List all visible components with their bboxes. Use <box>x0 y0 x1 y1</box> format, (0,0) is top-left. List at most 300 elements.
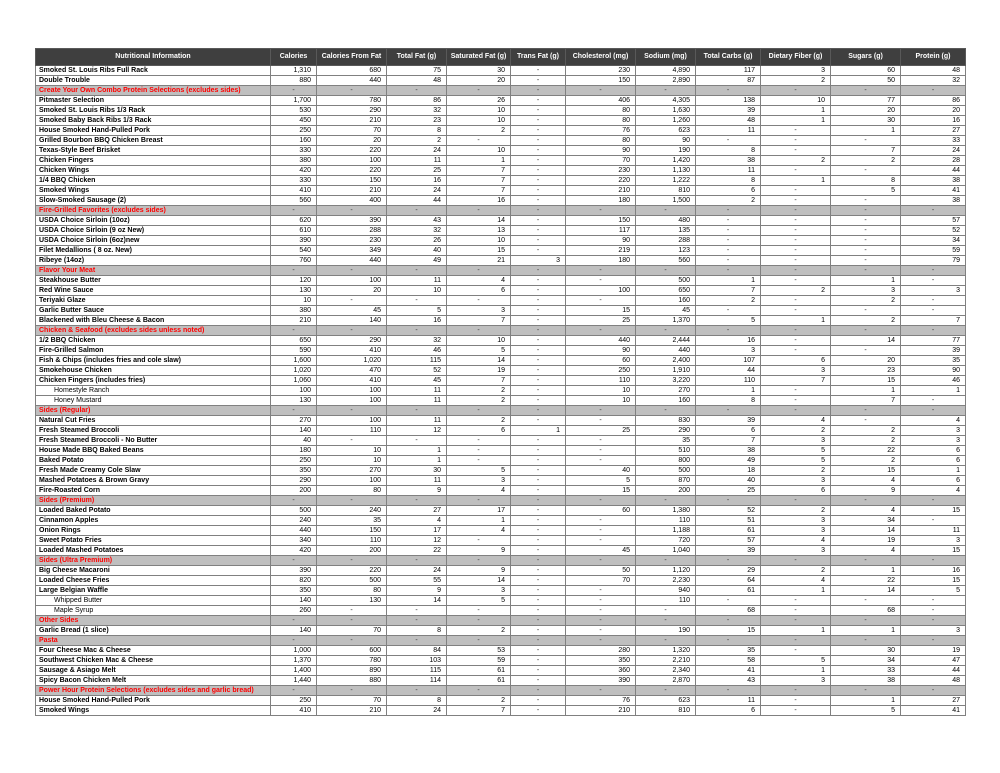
value-cell: 11 <box>387 476 447 486</box>
value-cell: 80 <box>566 106 636 116</box>
item-name: Fresh Steamed Broccoli - No Butter <box>36 436 271 446</box>
value-cell: 30 <box>387 466 447 476</box>
section-row <box>36 326 966 336</box>
value-cell: - <box>761 396 831 406</box>
value-cell: 2,230 <box>636 576 696 586</box>
value-cell: 19 <box>901 646 966 656</box>
value-cell: - <box>511 496 566 506</box>
item-name: Fire-Grilled Salmon <box>36 346 271 356</box>
value-cell: - <box>831 136 901 146</box>
value-cell: 3 <box>761 476 831 486</box>
value-cell: 1,910 <box>636 366 696 376</box>
value-cell: 24 <box>387 146 447 156</box>
value-cell: - <box>511 476 566 486</box>
table-row <box>36 236 966 246</box>
value-cell: 1 <box>387 456 447 466</box>
table-row <box>36 476 966 486</box>
value-cell: - <box>387 296 447 306</box>
table-row <box>36 346 966 356</box>
value-cell: 3 <box>511 256 566 266</box>
value-cell: 180 <box>271 446 317 456</box>
value-cell: - <box>511 416 566 426</box>
value-cell: 3 <box>696 346 761 356</box>
value-cell: 11 <box>901 526 966 536</box>
value-cell: 190 <box>636 146 696 156</box>
value-cell: 60 <box>566 356 636 366</box>
value-cell: 150 <box>566 216 636 226</box>
value-cell: 8 <box>387 696 447 706</box>
value-cell: 32 <box>901 76 966 86</box>
value-cell: - <box>761 496 831 506</box>
value-cell: 2,210 <box>636 656 696 666</box>
value-cell: 64 <box>696 576 761 586</box>
value-cell: 3 <box>901 626 966 636</box>
item-name: Texas-Style Beef Brisket <box>36 146 271 156</box>
value-cell: 41 <box>901 706 966 716</box>
value-cell: 150 <box>317 176 387 186</box>
table-row <box>36 596 966 606</box>
value-cell: 210 <box>271 316 317 326</box>
table-row <box>36 246 966 256</box>
value-cell: - <box>511 76 566 86</box>
value-cell: - <box>511 646 566 656</box>
value-cell: - <box>566 526 636 536</box>
value-cell: 103 <box>387 656 447 666</box>
value-cell: - <box>387 436 447 446</box>
value-cell: - <box>566 276 636 286</box>
value-cell: - <box>636 326 696 336</box>
value-cell: 100 <box>317 156 387 166</box>
value-cell: - <box>831 236 901 246</box>
table-row <box>36 416 966 426</box>
value-cell: - <box>831 166 901 176</box>
value-cell: 560 <box>271 196 317 206</box>
value-cell: 48 <box>387 76 447 86</box>
value-cell: 160 <box>636 396 696 406</box>
table-body <box>36 66 966 716</box>
value-cell: 53 <box>447 646 511 656</box>
value-cell: 2,870 <box>636 676 696 686</box>
value-cell: - <box>831 686 901 696</box>
value-cell: 8 <box>387 126 447 136</box>
value-cell: 530 <box>271 106 317 116</box>
value-cell: 10 <box>447 146 511 156</box>
value-cell: - <box>761 636 831 646</box>
value-cell: - <box>447 456 511 466</box>
value-cell: 1,000 <box>271 646 317 656</box>
value-cell: - <box>511 556 566 566</box>
value-cell: 100 <box>317 396 387 406</box>
value-cell: - <box>831 196 901 206</box>
value-cell: - <box>511 306 566 316</box>
value-cell: 24 <box>901 146 966 156</box>
value-cell: 25 <box>387 166 447 176</box>
value-cell: 4 <box>761 416 831 426</box>
value-cell: - <box>511 396 566 406</box>
value-cell: - <box>511 446 566 456</box>
value-cell: 27 <box>901 696 966 706</box>
table-row <box>36 696 966 706</box>
value-cell: 49 <box>387 256 447 266</box>
item-name: Sausage & Asiago Melt <box>36 666 271 676</box>
value-cell: 2 <box>696 296 761 306</box>
value-cell: 380 <box>271 156 317 166</box>
value-cell: - <box>511 116 566 126</box>
item-name: Steakhouse Butter <box>36 276 271 286</box>
value-cell: 2 <box>831 426 901 436</box>
value-cell: - <box>761 556 831 566</box>
table-row <box>36 526 966 536</box>
value-cell: - <box>511 506 566 516</box>
value-cell: - <box>511 516 566 526</box>
value-cell: - <box>511 436 566 446</box>
item-name: Teriyaki Glaze <box>36 296 271 306</box>
value-cell: 110 <box>317 426 387 436</box>
value-cell: 2 <box>447 416 511 426</box>
value-cell: 115 <box>387 356 447 366</box>
table-row <box>36 536 966 546</box>
value-cell: 34 <box>831 656 901 666</box>
value-cell: 138 <box>696 96 761 106</box>
value-cell: - <box>566 586 636 596</box>
value-cell: - <box>317 686 387 696</box>
table-row <box>36 646 966 656</box>
value-cell: 17 <box>387 526 447 536</box>
table-row <box>36 676 966 686</box>
value-cell: 210 <box>317 116 387 126</box>
value-cell: - <box>511 106 566 116</box>
value-cell: - <box>511 636 566 646</box>
value-cell: 4 <box>901 486 966 496</box>
value-cell: 890 <box>317 666 387 676</box>
value-cell: - <box>566 206 636 216</box>
value-cell: 650 <box>271 336 317 346</box>
value-cell: - <box>566 686 636 696</box>
value-cell: 26 <box>447 96 511 106</box>
value-cell: 6 <box>761 486 831 496</box>
value-cell: 1 <box>901 386 966 396</box>
value-cell: - <box>271 686 317 696</box>
value-cell: 3 <box>761 546 831 556</box>
value-cell: 1,500 <box>636 196 696 206</box>
item-name: Smokehouse Chicken <box>36 366 271 376</box>
value-cell: 24 <box>387 186 447 196</box>
value-cell: 12 <box>387 426 447 436</box>
value-cell: 810 <box>636 706 696 716</box>
item-name: Chicken Wings <box>36 166 271 176</box>
value-cell: 38 <box>696 446 761 456</box>
value-cell: 400 <box>317 196 387 206</box>
value-cell: 810 <box>636 186 696 196</box>
value-cell: - <box>387 636 447 646</box>
section-row <box>36 86 966 96</box>
value-cell: 9 <box>447 566 511 576</box>
value-cell: 880 <box>271 76 317 86</box>
value-cell: - <box>387 206 447 216</box>
value-cell: 290 <box>317 106 387 116</box>
value-cell: - <box>511 156 566 166</box>
value-cell: 2 <box>447 396 511 406</box>
section-title: Flavor Your Meat <box>36 266 271 276</box>
value-cell: 11 <box>696 166 761 176</box>
value-cell: 800 <box>636 456 696 466</box>
value-cell: 23 <box>387 116 447 126</box>
section-title: Sides (Ultra Premium) <box>36 556 271 566</box>
value-cell: 1,440 <box>271 676 317 686</box>
item-name: Natural Cut Fries <box>36 416 271 426</box>
value-cell: - <box>317 206 387 216</box>
value-cell: - <box>317 296 387 306</box>
value-cell: 13 <box>447 226 511 236</box>
table-row <box>36 656 966 666</box>
value-cell: 390 <box>566 676 636 686</box>
value-cell: 288 <box>317 226 387 236</box>
value-cell: - <box>696 596 761 606</box>
table-row <box>36 256 966 266</box>
value-cell: 57 <box>901 216 966 226</box>
value-cell: 3 <box>761 366 831 376</box>
value-cell: 200 <box>317 546 387 556</box>
table-row <box>36 436 966 446</box>
value-cell: 6 <box>447 286 511 296</box>
value-cell: - <box>901 306 966 316</box>
value-cell: 2 <box>447 626 511 636</box>
value-cell: 340 <box>271 536 317 546</box>
item-name: Chicken Fingers <box>36 156 271 166</box>
value-cell: - <box>696 326 761 336</box>
section-row <box>36 686 966 696</box>
value-cell: 2,444 <box>636 336 696 346</box>
value-cell: 3 <box>761 436 831 446</box>
value-cell: 20 <box>831 106 901 116</box>
value-cell: 1,370 <box>271 656 317 666</box>
value-cell: 35 <box>696 646 761 656</box>
value-cell: 210 <box>566 186 636 196</box>
value-cell: 410 <box>317 346 387 356</box>
section-row <box>36 406 966 416</box>
value-cell: - <box>387 326 447 336</box>
item-name: Loaded Mashed Potatoes <box>36 546 271 556</box>
value-cell: 35 <box>901 356 966 366</box>
value-cell: 115 <box>387 666 447 676</box>
value-cell: 26 <box>387 236 447 246</box>
value-cell: 2 <box>761 466 831 476</box>
value-cell: 1,630 <box>636 106 696 116</box>
value-cell: 5 <box>447 466 511 476</box>
value-cell: 6 <box>901 446 966 456</box>
value-cell: - <box>447 136 511 146</box>
item-name: Cinnamon Apples <box>36 516 271 526</box>
value-cell: 38 <box>901 176 966 186</box>
value-cell: 1,600 <box>271 356 317 366</box>
value-cell: 1 <box>761 316 831 326</box>
value-cell: 33 <box>831 666 901 676</box>
value-cell: - <box>901 516 966 526</box>
value-cell: - <box>387 266 447 276</box>
value-cell: - <box>511 296 566 306</box>
value-cell: 33 <box>901 136 966 146</box>
value-cell: - <box>271 496 317 506</box>
value-cell: - <box>696 636 761 646</box>
value-cell: 120 <box>271 276 317 286</box>
section-row <box>36 496 966 506</box>
value-cell: 32 <box>387 226 447 236</box>
section-title: Sides (Premium) <box>36 496 271 506</box>
value-cell: 160 <box>271 136 317 146</box>
item-name: Ribeye (14oz) <box>36 256 271 266</box>
value-cell: 16 <box>447 196 511 206</box>
value-cell: - <box>511 346 566 356</box>
value-cell: 1 <box>831 626 901 636</box>
value-cell: - <box>761 296 831 306</box>
value-cell: 2,890 <box>636 76 696 86</box>
value-cell: - <box>447 616 511 626</box>
value-cell: 200 <box>636 486 696 496</box>
table-row <box>36 156 966 166</box>
value-cell: - <box>901 206 966 216</box>
value-cell: - <box>447 86 511 96</box>
value-cell: - <box>511 286 566 296</box>
value-cell: 500 <box>636 276 696 286</box>
value-cell: - <box>831 326 901 336</box>
value-cell: 5 <box>387 306 447 316</box>
value-cell: 406 <box>566 96 636 106</box>
value-cell: - <box>511 356 566 366</box>
value-cell: 34 <box>831 516 901 526</box>
column-header: Protein (g) <box>901 49 966 66</box>
value-cell: - <box>761 166 831 176</box>
value-cell: 11 <box>696 696 761 706</box>
table-row <box>36 626 966 636</box>
item-name: Baked Potato <box>36 456 271 466</box>
value-cell: 2 <box>447 126 511 136</box>
item-name: Fresh Steamed Broccoli <box>36 426 271 436</box>
value-cell: - <box>511 666 566 676</box>
value-cell: 510 <box>636 446 696 456</box>
value-cell: 6 <box>696 426 761 436</box>
value-cell: - <box>761 196 831 206</box>
value-cell: 150 <box>566 76 636 86</box>
value-cell: - <box>271 266 317 276</box>
table-row <box>36 76 966 86</box>
item-name: Loaded Cheese Fries <box>36 576 271 586</box>
value-cell: 22 <box>387 546 447 556</box>
value-cell: 623 <box>636 696 696 706</box>
section-row <box>36 266 966 276</box>
value-cell: 50 <box>566 566 636 576</box>
value-cell: 24 <box>387 706 447 716</box>
section-title: Chicken & Seafood (excludes sides unless noted) <box>36 326 271 336</box>
value-cell: 760 <box>271 256 317 266</box>
value-cell: 220 <box>566 176 636 186</box>
value-cell: 80 <box>566 116 636 126</box>
value-cell: - <box>387 556 447 566</box>
value-cell: 15 <box>901 546 966 556</box>
column-header: Calories <box>271 49 317 66</box>
value-cell: 7 <box>831 146 901 156</box>
value-cell: - <box>511 386 566 396</box>
value-cell: - <box>831 416 901 426</box>
value-cell: 40 <box>566 466 636 476</box>
value-cell: 260 <box>271 606 317 616</box>
column-header: Cholesterol (mg) <box>566 49 636 66</box>
value-cell: 110 <box>636 596 696 606</box>
value-cell: 230 <box>566 166 636 176</box>
value-cell: 10 <box>761 96 831 106</box>
value-cell: 220 <box>317 166 387 176</box>
value-cell: 38 <box>901 196 966 206</box>
value-cell: - <box>901 396 966 406</box>
item-name: Onion Rings <box>36 526 271 536</box>
value-cell: 40 <box>271 436 317 446</box>
value-cell: 70 <box>566 156 636 166</box>
value-cell: 1 <box>831 276 901 286</box>
value-cell: 4 <box>831 476 901 486</box>
value-cell: 600 <box>317 646 387 656</box>
value-cell: - <box>387 686 447 696</box>
value-cell: - <box>317 86 387 96</box>
table-row <box>36 606 966 616</box>
value-cell: 240 <box>271 516 317 526</box>
section-title: Power Hour Protein Selections (excludes sides and garlic bread) <box>36 686 271 696</box>
item-name: Smoked Baby Back Ribs 1/3 Rack <box>36 116 271 126</box>
value-cell: 780 <box>317 656 387 666</box>
item-name: Grilled Bourbon BBQ Chicken Breast <box>36 136 271 146</box>
table-row <box>36 666 966 676</box>
value-cell: 7 <box>696 436 761 446</box>
value-cell: - <box>636 616 696 626</box>
table-row <box>36 446 966 456</box>
value-cell: 220 <box>317 146 387 156</box>
value-cell: - <box>271 326 317 336</box>
value-cell: 21 <box>447 256 511 266</box>
value-cell: 7 <box>831 396 901 406</box>
item-name: Smoked Wings <box>36 706 271 716</box>
value-cell: - <box>511 686 566 696</box>
value-cell: 280 <box>566 646 636 656</box>
value-cell: - <box>831 346 901 356</box>
table-row <box>36 336 966 346</box>
value-cell: 4 <box>447 276 511 286</box>
value-cell: 7 <box>447 316 511 326</box>
value-cell: - <box>761 326 831 336</box>
item-name: Honey Mustard <box>36 396 271 406</box>
value-cell: - <box>317 496 387 506</box>
value-cell: 39 <box>696 546 761 556</box>
value-cell: 160 <box>636 296 696 306</box>
value-cell: 79 <box>901 256 966 266</box>
value-cell: 55 <box>387 576 447 586</box>
value-cell: 90 <box>636 136 696 146</box>
value-cell: - <box>271 616 317 626</box>
value-cell: - <box>696 236 761 246</box>
value-cell: - <box>511 606 566 616</box>
value-cell: - <box>636 556 696 566</box>
value-cell: 1,040 <box>636 546 696 556</box>
value-cell: - <box>761 186 831 196</box>
value-cell: 230 <box>317 236 387 246</box>
value-cell: - <box>831 266 901 276</box>
value-cell: 380 <box>271 306 317 316</box>
value-cell: 560 <box>636 256 696 266</box>
value-cell: 330 <box>271 176 317 186</box>
value-cell: 219 <box>566 246 636 256</box>
value-cell: - <box>566 296 636 306</box>
value-cell: - <box>566 636 636 646</box>
value-cell: - <box>447 556 511 566</box>
value-cell: 39 <box>696 106 761 116</box>
value-cell: - <box>761 386 831 396</box>
